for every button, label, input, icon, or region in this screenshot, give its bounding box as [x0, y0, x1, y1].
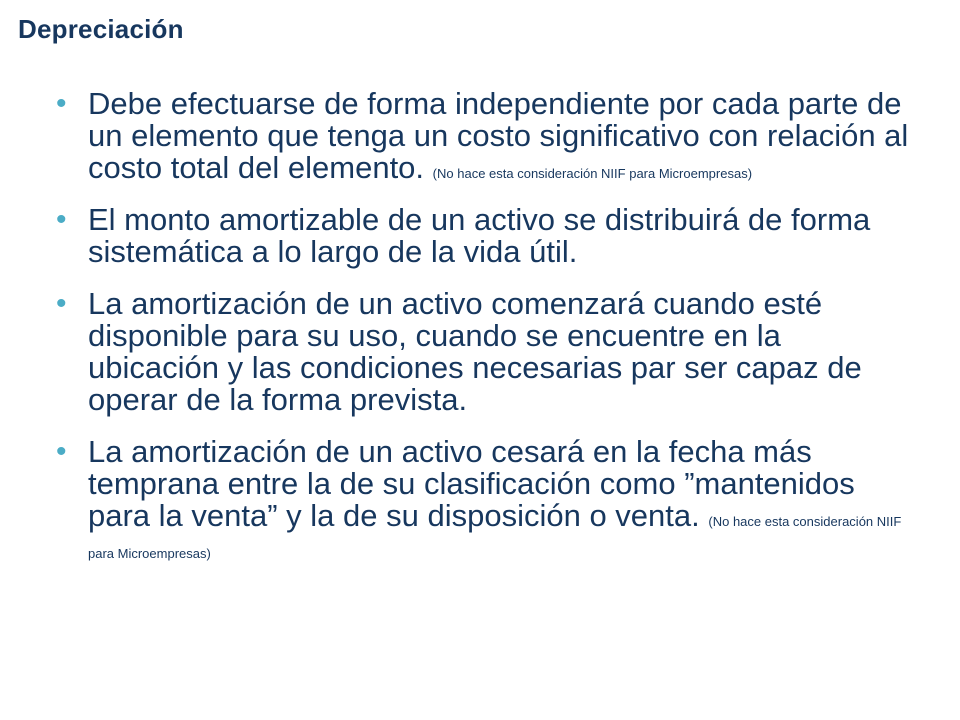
- bullet-text: El monto amortizable de un activo se distribuirá de forma sistemática a lo largo de la vida útil.: [88, 202, 871, 269]
- bullet-icon: •: [56, 87, 67, 120]
- bullet-text: La amortización de un activo comenzará cuando esté disponible para su uso, cuando se encuentre en la ubicación y las condiciones necesarias par ser capaz de operar de la forma prevista.: [88, 286, 862, 417]
- bullet-note: (No hace esta consideración NIIF para Microempresas): [432, 166, 753, 181]
- bullet-icon: •: [56, 203, 67, 236]
- bullet-icon: •: [56, 435, 67, 468]
- bullet-note: (No hace esta consideración NIIF para Microempresas): [88, 514, 902, 561]
- bullet-item: [54, 288, 914, 416]
- bullet-icon: •: [56, 287, 67, 320]
- bullet-list: [54, 88, 914, 584]
- bullet-item: [54, 204, 914, 268]
- bullet-item: [54, 88, 914, 184]
- slide-title: Depreciación: [18, 14, 184, 44]
- bullet-text: Debe efectuarse de forma independiente por cada parte de un elemento que tenga un costo significativo con relación al costo total del elemento.: [88, 86, 909, 185]
- bullet-item: [54, 436, 914, 564]
- bullet-text: La amortización de un activo cesará en la fecha más temprana entre la de su clasificación como ”mantenidos para la venta” y la de su disposición o venta.: [88, 434, 855, 533]
